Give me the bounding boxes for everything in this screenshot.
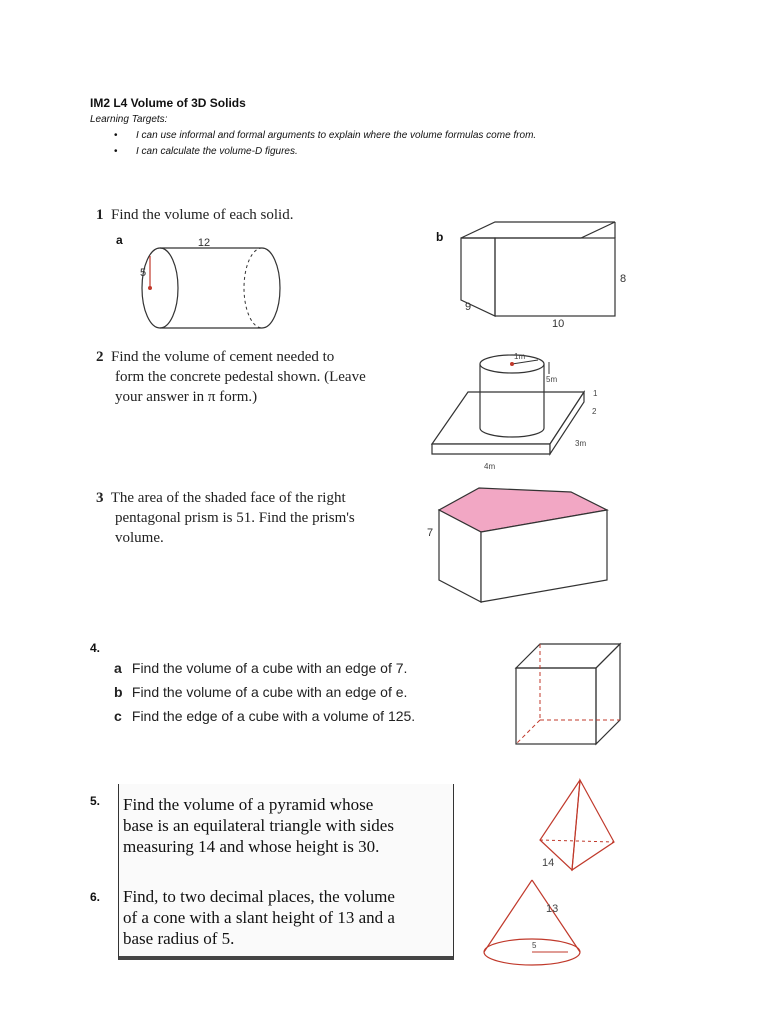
question-5-number: 5. <box>90 794 101 808</box>
question-2 <box>96 347 366 407</box>
question-text-line-1: Find, to two decimal places, the volume <box>123 887 395 906</box>
cone-figure <box>478 876 588 972</box>
box-width-label: 10 <box>552 318 565 330</box>
slab-height-label: 2 <box>592 407 597 416</box>
part-a-label: a <box>116 233 123 247</box>
question-text-line-2: form the concrete pedestal shown. (Leave <box>115 369 366 385</box>
item-letter: c <box>114 708 122 724</box>
question-text-line-2: pentagonal prism is 51. Find the prism's <box>115 510 355 526</box>
question-text-line-2: of a cone with a slant height of 13 and a <box>123 908 395 927</box>
question-4-number: 4. <box>90 641 101 655</box>
pedestal-cyl-height-label: 5m <box>546 375 558 384</box>
pyramid-figure <box>528 776 628 876</box>
question-4a <box>114 660 407 676</box>
question-text-line-1: The area of the shaded face of the right <box>110 490 346 506</box>
cone-radius-label: 5 <box>532 941 537 950</box>
question-number: 2 <box>96 349 104 365</box>
slab-depth-label: 3m <box>575 439 587 448</box>
rectangular-prism-figure <box>455 218 635 330</box>
question-6-number: 6. <box>90 890 101 904</box>
part-b-label: b <box>436 230 444 244</box>
question-number: 1 <box>96 207 104 223</box>
learning-target-text: I can use informal and formal arguments to explain where the volume formulas come from. <box>136 130 537 141</box>
pedestal-radius-label: 1m <box>514 352 526 361</box>
bullet: • <box>114 146 118 157</box>
question-text-line-3: base radius of 5. <box>123 929 235 948</box>
cylinder-figure <box>120 236 300 336</box>
question-3 <box>96 488 355 548</box>
box-height-label: 8 <box>620 273 627 285</box>
question-text-line-3: your answer in π form.) <box>115 389 258 405</box>
cylinder-radius-label: 5 <box>140 267 147 279</box>
question-number: 3 <box>96 490 104 506</box>
question-text-line-1: Find the volume of cement needed to <box>111 349 335 365</box>
question-text-line-2: base is an equilateral triangle with sides <box>123 816 394 835</box>
question-text: Find the volume of each solid. <box>111 207 294 223</box>
item-text: Find the volume of a cube with an edge of e. <box>131 684 408 700</box>
cube-figure <box>510 640 630 750</box>
question-text-line-3: volume. <box>115 530 164 546</box>
slab-width-label: 4m <box>484 462 496 471</box>
item-letter: a <box>114 660 122 676</box>
learning-target-1 <box>114 130 536 141</box>
learning-target-2 <box>114 146 298 157</box>
learning-target-text: I can calculate the volume-D figures. <box>136 146 298 157</box>
prism-height-label: 7 <box>427 527 434 539</box>
cone-slant-label: 13 <box>546 903 559 915</box>
box-depth-label: 9 <box>465 301 472 313</box>
slab-height-top-label: 1 <box>593 389 598 398</box>
question-text-line-1: Find the volume of a pyramid whose <box>123 795 374 814</box>
question-5 <box>123 794 394 857</box>
pentagonal-prism-figure <box>425 484 635 608</box>
bullet: • <box>114 130 118 141</box>
question-1 <box>96 205 293 225</box>
pyramid-side-label: 14 <box>542 857 555 869</box>
pedestal-figure <box>428 346 628 472</box>
learning-targets-label: Learning Targets: <box>90 114 168 125</box>
item-text: Find the volume of a cube with an edge of 7. <box>131 660 408 676</box>
question-text-line-3: measuring 14 and whose height is 30. <box>123 837 380 856</box>
question-6 <box>123 886 395 949</box>
item-text: Find the edge of a cube with a volume of 125. <box>131 708 416 724</box>
page-title: IM2 L4 Volume of 3D Solids <box>90 96 246 110</box>
cylinder-length-label: 12 <box>197 237 211 249</box>
item-letter: b <box>114 684 123 700</box>
question-4b <box>114 684 407 700</box>
question-4c <box>114 708 415 724</box>
